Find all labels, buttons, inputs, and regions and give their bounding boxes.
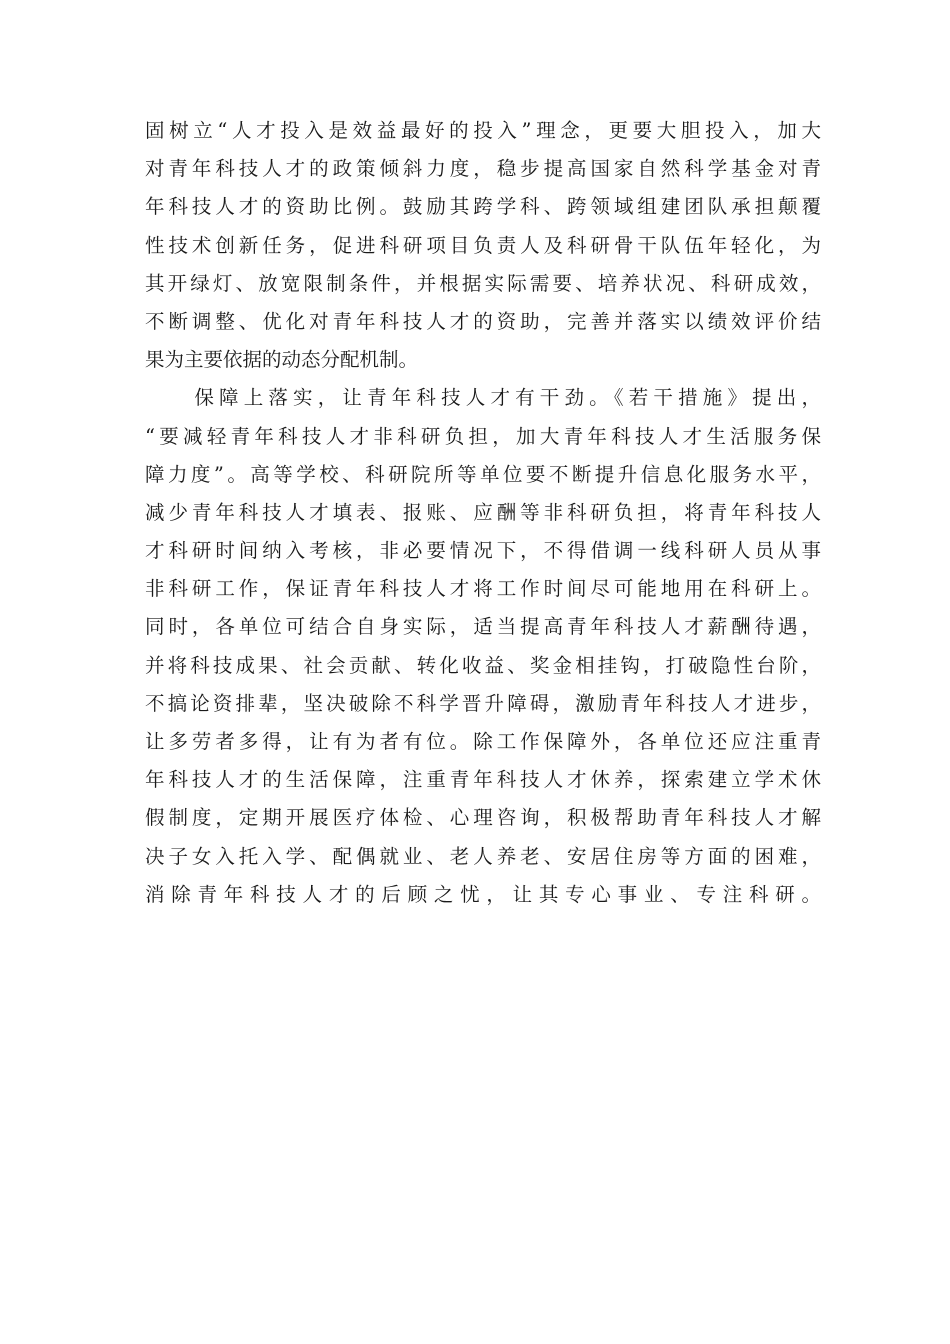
text-line: 障力度”。高等学校、科研院所等单位要不断提升信息化服务水平，: [145, 462, 821, 486]
paragraph-funding: [145, 112, 821, 379]
text-line: 假制度，定期开展医疗体检、心理咨询，积极帮助青年科技人才解: [145, 806, 821, 830]
text-line: 同时，各单位可结合自身实际，适当提高青年科技人才薪酬待遇，: [145, 615, 821, 639]
text-line: 果为主要依据的动态分配机制。: [145, 348, 419, 372]
text-line: 保障上落实，让青年科技人才有干劲。《若干措施》提出，: [145, 386, 821, 410]
body-text: [145, 112, 821, 952]
text-line: 不断调整、优化对青年科技人才的资助，完善并落实以绩效评价结: [145, 309, 821, 333]
text-line: 固树立“人才投入是效益最好的投入”理念，更要大胆投入，加大: [145, 119, 821, 142]
text-line: 让多劳者多得，让有为者有位。除工作保障外，各单位还应注重青: [145, 730, 821, 753]
text-line: 决子女入托入学、配偶就业、老人养老、安居住房等方面的困难，: [145, 844, 821, 868]
text-line: 其开绿灯、放宽限制条件，并根据实际需要、培养状况、科研成效，: [145, 271, 821, 295]
text-line: [145, 914, 821, 952]
text-line: 才科研时间纳入考核，非必要情况下，不得借调一线科研人员从事: [145, 539, 821, 563]
text-line: 消除青年科技人才的后顾之忧，让其专心事业、专注科研。: [145, 882, 821, 906]
text-line: 性技术创新任务，促进科研项目负责人及科研骨干队伍年轻化，为: [145, 233, 821, 257]
paragraph-support: [145, 379, 821, 952]
text-line: 不搞论资排辈，坚决破除不科学晋升障碍，激励青年科技人才进步，: [145, 691, 821, 715]
text-line: 对青年科技人才的政策倾斜力度，稳步提高国家自然科学基金对青: [145, 157, 821, 181]
text-line: 年科技人才的生活保障，注重青年科技人才休养，探索建立学术休: [145, 768, 821, 792]
text-line: 并将科技成果、社会贡献、转化收益、奖金相挂钩，打破隐性台阶，: [145, 653, 821, 677]
text-line: 非科研工作，保证青年科技人才将工作时间尽可能地用在科研上。: [145, 577, 821, 601]
text-line: 年科技人才的资助比例。鼓励其跨学科、跨领域组建团队承担颠覆: [145, 195, 821, 219]
text-line: 减少青年科技人才填表、报账、应酬等非科研负担，将青年科技人: [145, 500, 821, 524]
text-line: “要减轻青年科技人才非科研负担，加大青年科技人才生活服务保: [145, 424, 821, 448]
